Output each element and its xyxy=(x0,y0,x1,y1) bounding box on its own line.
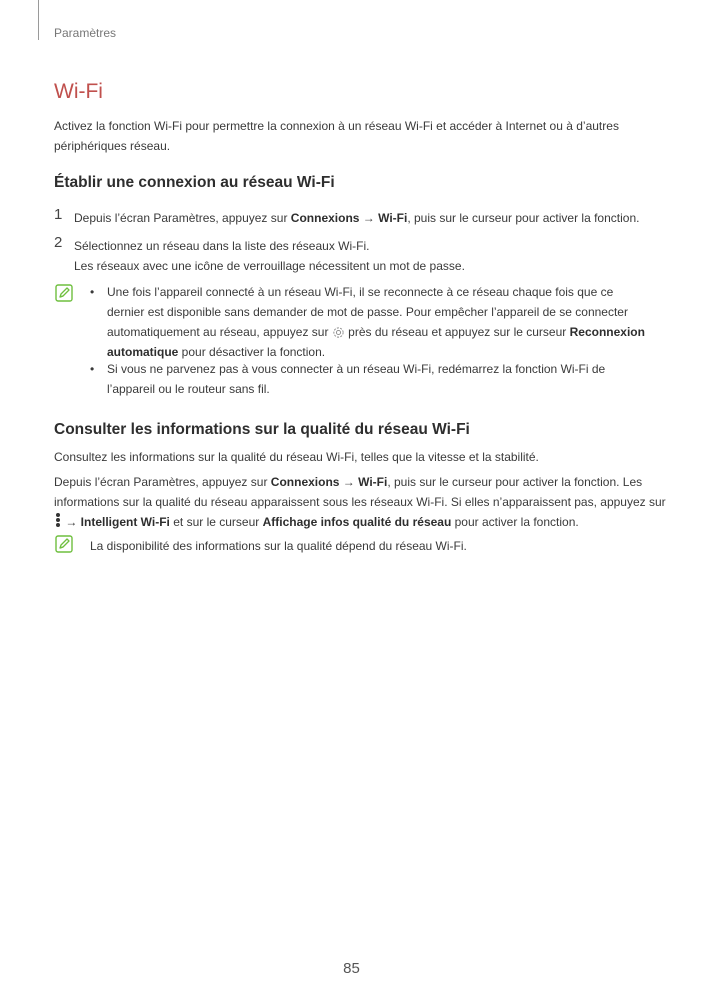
gear-icon xyxy=(332,326,345,339)
quality-paragraph-1: Consultez les informations sur la qualité du réseau Wi-Fi, telles que la vitesse et la stabilité. xyxy=(54,450,539,464)
step-1-text: Depuis l’écran Paramètres, appuyez sur Connexions → Wi-Fi, puis sur le curseur pour activer la fonction. xyxy=(74,211,640,225)
connexions-label: Connexions xyxy=(290,211,360,225)
more-options-icon xyxy=(54,512,62,528)
wifi-label: Wi-Fi xyxy=(378,211,408,225)
note-pencil-icon xyxy=(55,535,73,553)
bullet: • xyxy=(90,362,95,376)
reconnexion-label: Reconnexion automatique xyxy=(107,325,645,359)
note-bullet-1: Une fois l’appareil connecté à un réseau Wi-Fi, il se reconnecte à ce réseau chaque fois que ce dernier est disponible sans demander de mot de passe. Pour empêcher l’appareil de se connecter automatiquement au réseau, appuyez sur près du réseau et appuyez sur le curseur Reconnexion automatique pour désactiver la fonction. xyxy=(107,285,645,359)
step-2-text: Sélectionnez un réseau dans la liste des réseaux Wi-Fi. Les réseaux avec une icône de verrouillage nécessitent un mot de passe. xyxy=(74,239,465,273)
intro-paragraph: Activez la fonction Wi-Fi pour permettre la connexion à un réseau Wi-Fi et accéder à Internet ou à d’autres périphériques réseau. xyxy=(54,119,619,153)
quality-note: La disponibilité des informations sur la qualité dépend du réseau Wi-Fi. xyxy=(90,539,467,553)
bullet: • xyxy=(90,285,95,299)
section-heading-connect: Établir une connexion au réseau Wi-Fi xyxy=(54,174,335,191)
running-header: Paramètres xyxy=(54,26,117,40)
section-heading-quality: Consulter les informations sur la qualité du réseau Wi-Fi xyxy=(54,421,470,438)
note-bullet-2: Si vous ne parvenez pas à vous connecter à un réseau Wi-Fi, redémarrez la fonction Wi-Fi de l’appareil ou le routeur sans fil. xyxy=(107,362,606,396)
step-number-1: 1 xyxy=(54,206,63,223)
step-number-2: 2 xyxy=(54,234,63,251)
page-title: Wi-Fi xyxy=(54,80,103,103)
note-pencil-icon xyxy=(55,284,73,302)
margin-rule xyxy=(38,0,39,40)
page-number: 85 xyxy=(343,960,360,977)
quality-paragraph-2: Depuis l’écran Paramètres, appuyez sur Connexions → Wi-Fi, puis sur le curseur pour activer la fonction. Les informations sur la qualité du réseau apparaissent sous les réseaux Wi-Fi. Si elles n’apparaissent pas, appuyez sur → Intelligent Wi-Fi et sur le curseur Affichage infos qualité du réseau pour activer la fonction. xyxy=(54,475,666,529)
